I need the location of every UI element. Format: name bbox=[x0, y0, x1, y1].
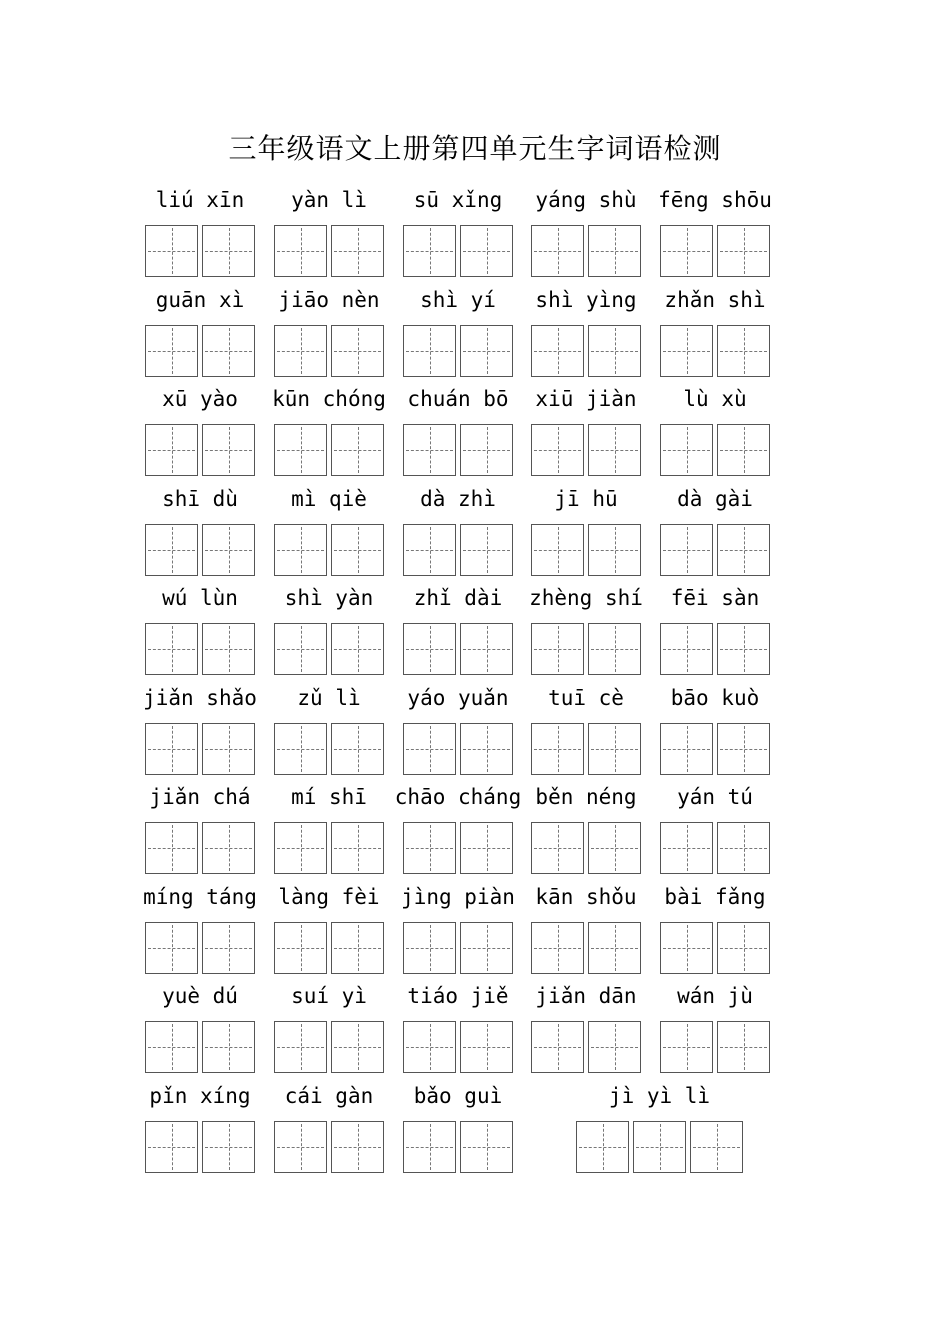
character-box-group bbox=[531, 524, 641, 576]
character-box-group bbox=[274, 723, 384, 775]
character-box-group bbox=[274, 922, 384, 974]
character-box-group bbox=[274, 1121, 384, 1173]
pinyin-label: bài fǎng bbox=[664, 884, 766, 909]
pinyin-label: mì qiè bbox=[291, 486, 367, 511]
character-box-group bbox=[531, 424, 641, 476]
character-writing-box[interactable] bbox=[403, 723, 456, 775]
pinyin-label: wú lùn bbox=[162, 586, 238, 610]
pinyin-label: guān xì bbox=[155, 287, 245, 312]
character-box-group bbox=[403, 424, 513, 476]
word-row bbox=[0, 879, 950, 979]
character-writing-box[interactable] bbox=[331, 1121, 384, 1173]
character-box-group bbox=[660, 922, 770, 974]
character-writing-box[interactable] bbox=[331, 424, 384, 476]
pinyin-label: cái gàn bbox=[284, 1083, 374, 1108]
pinyin-label: dà zhì bbox=[420, 486, 496, 511]
character-box-group bbox=[274, 623, 384, 675]
character-writing-box[interactable] bbox=[460, 1121, 513, 1173]
character-writing-box[interactable] bbox=[145, 424, 198, 476]
character-box-group bbox=[660, 524, 770, 576]
character-box-group bbox=[660, 623, 770, 675]
character-writing-box[interactable] bbox=[274, 723, 327, 775]
character-writing-box[interactable] bbox=[403, 822, 456, 874]
character-writing-box[interactable] bbox=[145, 723, 198, 775]
character-box-group bbox=[531, 325, 641, 377]
character-writing-box[interactable] bbox=[460, 225, 513, 277]
pinyin-label: běn néng bbox=[535, 785, 637, 809]
pinyin-label: jiǎn dān bbox=[535, 984, 637, 1008]
character-writing-box[interactable] bbox=[331, 922, 384, 974]
character-box-group bbox=[145, 424, 255, 476]
pinyin-label: zhǎn shì bbox=[664, 287, 766, 312]
word-row bbox=[0, 580, 950, 680]
pinyin-label: suí yì bbox=[291, 984, 367, 1008]
pinyin-label: zhǐ dài bbox=[413, 586, 503, 610]
character-writing-box[interactable] bbox=[633, 1121, 686, 1173]
character-writing-box[interactable] bbox=[588, 723, 641, 775]
character-writing-box[interactable] bbox=[531, 623, 584, 675]
character-box-group bbox=[145, 225, 255, 277]
word-row bbox=[0, 1078, 950, 1178]
character-writing-box[interactable] bbox=[202, 922, 255, 974]
pinyin-label: wán jù bbox=[677, 984, 753, 1008]
character-writing-box[interactable] bbox=[717, 325, 770, 377]
pinyin-label: bǎo guì bbox=[413, 1083, 503, 1108]
character-writing-box[interactable] bbox=[403, 1021, 456, 1073]
word-row bbox=[0, 282, 950, 382]
character-writing-box[interactable] bbox=[331, 524, 384, 576]
character-writing-box[interactable] bbox=[660, 225, 713, 277]
character-writing-box[interactable] bbox=[145, 524, 198, 576]
pinyin-label: dà gài bbox=[677, 486, 753, 511]
character-writing-box[interactable] bbox=[717, 524, 770, 576]
character-box-group bbox=[274, 325, 384, 377]
character-writing-box[interactable] bbox=[274, 1021, 327, 1073]
pinyin-label: fēng shōu bbox=[658, 188, 772, 212]
character-box-group bbox=[403, 225, 513, 277]
pinyin-label: yáo yuǎn bbox=[407, 685, 509, 710]
character-box-group bbox=[660, 424, 770, 476]
pinyin-label: jiǎn chá bbox=[149, 785, 251, 809]
character-writing-box[interactable] bbox=[531, 524, 584, 576]
pinyin-label: shī dù bbox=[162, 486, 238, 511]
character-writing-box[interactable] bbox=[202, 524, 255, 576]
character-box-group bbox=[403, 1121, 513, 1173]
pinyin-label: jì yì lì bbox=[608, 1083, 711, 1108]
character-writing-box[interactable] bbox=[660, 424, 713, 476]
character-writing-box[interactable] bbox=[274, 822, 327, 874]
pinyin-label: jìng piàn bbox=[401, 884, 515, 909]
word-row bbox=[0, 381, 950, 481]
character-box-group bbox=[145, 524, 255, 576]
character-writing-box[interactable] bbox=[717, 922, 770, 974]
word-grid bbox=[0, 182, 950, 1177]
pinyin-label: yàn lì bbox=[291, 188, 367, 212]
character-writing-box[interactable] bbox=[403, 922, 456, 974]
pinyin-label: jiǎn shǎo bbox=[143, 685, 257, 710]
word-row bbox=[0, 680, 950, 780]
character-box-group bbox=[145, 822, 255, 874]
pinyin-label: sū xǐng bbox=[413, 188, 503, 212]
character-writing-box[interactable] bbox=[588, 225, 641, 277]
character-box-group bbox=[660, 822, 770, 874]
character-box-group bbox=[403, 623, 513, 675]
character-writing-box[interactable] bbox=[202, 325, 255, 377]
character-writing-box[interactable] bbox=[460, 524, 513, 576]
character-box-group bbox=[576, 1121, 743, 1173]
character-box-group bbox=[403, 325, 513, 377]
character-writing-box[interactable] bbox=[145, 623, 198, 675]
character-box-group bbox=[403, 524, 513, 576]
character-writing-box[interactable] bbox=[531, 325, 584, 377]
word-row bbox=[0, 481, 950, 581]
character-box-group bbox=[145, 623, 255, 675]
character-writing-box[interactable] bbox=[460, 623, 513, 675]
character-writing-box[interactable] bbox=[202, 623, 255, 675]
pinyin-label: bāo kuò bbox=[670, 685, 760, 710]
character-box-group bbox=[403, 1021, 513, 1073]
character-box-group bbox=[660, 225, 770, 277]
character-box-group bbox=[145, 723, 255, 775]
character-writing-box[interactable] bbox=[460, 424, 513, 476]
pinyin-label: zhèng shí bbox=[529, 586, 643, 610]
character-writing-box[interactable] bbox=[460, 325, 513, 377]
character-writing-box[interactable] bbox=[202, 424, 255, 476]
pinyin-label: xiū jiàn bbox=[535, 387, 637, 411]
character-writing-box[interactable] bbox=[588, 822, 641, 874]
pinyin-label: tiáo jiě bbox=[407, 984, 509, 1008]
character-writing-box[interactable] bbox=[274, 424, 327, 476]
character-writing-box[interactable] bbox=[331, 1021, 384, 1073]
character-box-group bbox=[531, 723, 641, 775]
character-writing-box[interactable] bbox=[145, 922, 198, 974]
character-box-group bbox=[274, 822, 384, 874]
character-writing-box[interactable] bbox=[403, 325, 456, 377]
character-box-group bbox=[531, 822, 641, 874]
character-writing-box[interactable] bbox=[274, 1121, 327, 1173]
pinyin-label: shì yí bbox=[420, 287, 496, 312]
character-writing-box[interactable] bbox=[588, 623, 641, 675]
character-writing-box[interactable] bbox=[531, 1021, 584, 1073]
character-writing-box[interactable] bbox=[588, 424, 641, 476]
character-box-group bbox=[145, 922, 255, 974]
pinyin-label: chāo cháng bbox=[394, 785, 522, 809]
character-box-group bbox=[660, 723, 770, 775]
character-writing-box[interactable] bbox=[202, 225, 255, 277]
character-writing-box[interactable] bbox=[202, 723, 255, 775]
character-writing-box[interactable] bbox=[403, 225, 456, 277]
character-writing-box[interactable] bbox=[331, 822, 384, 874]
character-writing-box[interactable] bbox=[274, 623, 327, 675]
character-writing-box[interactable] bbox=[717, 225, 770, 277]
character-box-group bbox=[145, 325, 255, 377]
character-writing-box[interactable] bbox=[531, 424, 584, 476]
word-row bbox=[0, 779, 950, 879]
character-box-group bbox=[531, 623, 641, 675]
character-box-group bbox=[403, 922, 513, 974]
character-writing-box[interactable] bbox=[588, 325, 641, 377]
character-writing-box[interactable] bbox=[460, 822, 513, 874]
character-box-group bbox=[531, 922, 641, 974]
character-writing-box[interactable] bbox=[145, 822, 198, 874]
character-box-group bbox=[403, 822, 513, 874]
character-writing-box[interactable] bbox=[717, 723, 770, 775]
character-writing-box[interactable] bbox=[717, 424, 770, 476]
pinyin-label: shì yàn bbox=[284, 586, 374, 610]
pinyin-label: liú xīn bbox=[155, 188, 245, 212]
character-writing-box[interactable] bbox=[403, 524, 456, 576]
pinyin-label: yuè dú bbox=[162, 984, 238, 1008]
character-writing-box[interactable] bbox=[460, 723, 513, 775]
character-writing-box[interactable] bbox=[660, 922, 713, 974]
character-writing-box[interactable] bbox=[331, 225, 384, 277]
character-writing-box[interactable] bbox=[331, 723, 384, 775]
character-writing-box[interactable] bbox=[660, 623, 713, 675]
character-box-group bbox=[274, 1021, 384, 1073]
character-writing-box[interactable] bbox=[660, 723, 713, 775]
character-writing-box[interactable] bbox=[145, 1121, 198, 1173]
character-writing-box[interactable] bbox=[202, 822, 255, 874]
character-writing-box[interactable] bbox=[531, 225, 584, 277]
pinyin-label: làng fèi bbox=[278, 884, 380, 909]
character-writing-box[interactable] bbox=[660, 325, 713, 377]
page-title: 三年级语文上册第四单元生字词语检测 bbox=[228, 132, 722, 165]
character-writing-box[interactable] bbox=[531, 723, 584, 775]
character-writing-box[interactable] bbox=[460, 1021, 513, 1073]
pinyin-label: shì yìng bbox=[535, 287, 637, 312]
character-writing-box[interactable] bbox=[274, 524, 327, 576]
character-writing-box[interactable] bbox=[145, 325, 198, 377]
character-box-group bbox=[145, 1021, 255, 1073]
character-writing-box[interactable] bbox=[588, 922, 641, 974]
character-writing-box[interactable] bbox=[274, 225, 327, 277]
character-box-group bbox=[274, 524, 384, 576]
pinyin-label: yán tú bbox=[677, 785, 753, 809]
pinyin-label: lù xù bbox=[683, 387, 747, 411]
character-writing-box[interactable] bbox=[660, 524, 713, 576]
character-box-group bbox=[531, 225, 641, 277]
character-writing-box[interactable] bbox=[717, 822, 770, 874]
character-box-group bbox=[145, 1121, 255, 1173]
pinyin-label: jiāo nèn bbox=[278, 287, 380, 312]
character-writing-box[interactable] bbox=[588, 1021, 641, 1073]
character-writing-box[interactable] bbox=[202, 1121, 255, 1173]
character-writing-box[interactable] bbox=[660, 1021, 713, 1073]
character-writing-box[interactable] bbox=[403, 424, 456, 476]
pinyin-label: jī hū bbox=[554, 486, 618, 511]
character-writing-box[interactable] bbox=[202, 1021, 255, 1073]
pinyin-label: kūn chóng bbox=[272, 387, 386, 411]
character-writing-box[interactable] bbox=[717, 1021, 770, 1073]
pinyin-label: yáng shù bbox=[535, 188, 637, 212]
character-writing-box[interactable] bbox=[717, 623, 770, 675]
character-writing-box[interactable] bbox=[274, 325, 327, 377]
character-writing-box[interactable] bbox=[531, 922, 584, 974]
character-writing-box[interactable] bbox=[145, 225, 198, 277]
pinyin-label: mí shī bbox=[291, 785, 367, 809]
character-writing-box[interactable] bbox=[403, 1121, 456, 1173]
character-box-group bbox=[531, 1021, 641, 1073]
character-writing-box[interactable] bbox=[531, 822, 584, 874]
pinyin-label: chuán bō bbox=[407, 387, 509, 411]
character-box-group bbox=[274, 424, 384, 476]
character-writing-box[interactable] bbox=[274, 922, 327, 974]
character-writing-box[interactable] bbox=[145, 1021, 198, 1073]
character-writing-box[interactable] bbox=[660, 822, 713, 874]
word-row bbox=[0, 182, 950, 282]
character-writing-box[interactable] bbox=[403, 623, 456, 675]
character-box-group bbox=[660, 1021, 770, 1073]
word-row bbox=[0, 978, 950, 1078]
character-writing-box[interactable] bbox=[331, 325, 384, 377]
character-box-group bbox=[403, 723, 513, 775]
pinyin-label: míng táng bbox=[143, 884, 257, 909]
pinyin-label: kān shǒu bbox=[535, 884, 637, 909]
character-writing-box[interactable] bbox=[690, 1121, 743, 1173]
character-writing-box[interactable] bbox=[331, 623, 384, 675]
pinyin-label: fēi sàn bbox=[670, 586, 760, 610]
character-writing-box[interactable] bbox=[588, 524, 641, 576]
pinyin-label: xū yào bbox=[162, 387, 238, 411]
pinyin-label: tuī cè bbox=[548, 685, 624, 710]
pinyin-label: zǔ lì bbox=[297, 685, 361, 710]
character-box-group bbox=[274, 225, 384, 277]
character-writing-box[interactable] bbox=[576, 1121, 629, 1173]
pinyin-label: pǐn xíng bbox=[149, 1083, 251, 1108]
character-box-group bbox=[660, 325, 770, 377]
character-writing-box[interactable] bbox=[460, 922, 513, 974]
